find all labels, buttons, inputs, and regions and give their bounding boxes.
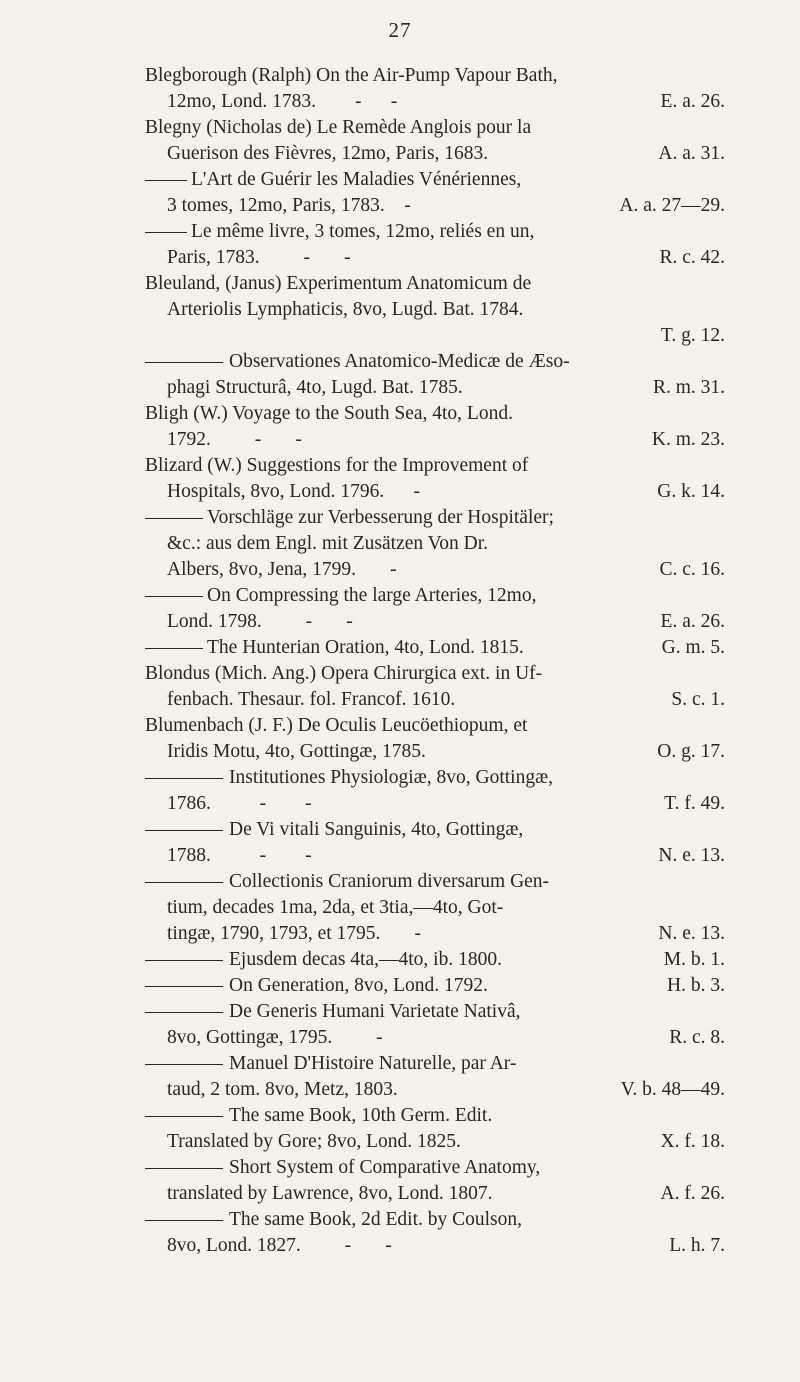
entry-line bbox=[145, 713, 725, 739]
entry-text: 3 tomes, 12mo, Paris, 1783. - bbox=[167, 195, 411, 216]
entry-line bbox=[145, 817, 725, 843]
entry-line bbox=[145, 1129, 725, 1155]
entry-line bbox=[145, 973, 725, 999]
entry-text: Institutiones Physiologiæ, 8vo, Gottingæ, bbox=[229, 767, 553, 788]
entry-line bbox=[145, 1207, 725, 1233]
entry-text: Blumenbach (J. F.) De Oculis Leucöethiopum, et bbox=[145, 715, 528, 736]
entry-text: Lond. 1798. - - bbox=[167, 611, 353, 632]
entry-text: Observationes Anatomico-Medicæ de Æso- bbox=[229, 351, 570, 372]
entry-line bbox=[145, 297, 725, 323]
entry-text: Albers, 8vo, Jena, 1799. - bbox=[167, 559, 397, 580]
shelf-reference: N. e. 13. bbox=[658, 923, 725, 944]
entry-text: 12mo, Lond. 1783. - - bbox=[167, 91, 398, 112]
shelf-reference: X. f. 18. bbox=[660, 1131, 725, 1152]
entry-line bbox=[145, 89, 725, 115]
entry-text: L'Art de Guérir les Maladies Vénériennes, bbox=[191, 169, 522, 190]
entry-text: Blegny (Nicholas de) Le Remède Anglois pour la bbox=[145, 117, 532, 138]
entry-line bbox=[145, 531, 725, 557]
entry-text: De Generis Humani Varietate Nativâ, bbox=[229, 1001, 521, 1022]
entry-text: Bligh (W.) Voyage to the South Sea, 4to, Lond. bbox=[145, 403, 513, 424]
shelf-reference: S. c. 1. bbox=[671, 689, 725, 710]
entry-text: The Hunterian Oration, 4to, Lond. 1815. bbox=[207, 637, 524, 658]
entry-line bbox=[145, 869, 725, 895]
entry-text: Bleuland, (Janus) Experimentum Anatomicum de bbox=[145, 273, 532, 294]
shelf-reference: E. a. 26. bbox=[660, 91, 725, 112]
entry-line bbox=[145, 999, 725, 1025]
entry-text: Hospitals, 8vo, Lond. 1796. - bbox=[167, 481, 420, 502]
entry-text: Blondus (Mich. Ang.) Opera Chirurgica ext. in Uf- bbox=[145, 663, 543, 684]
entry-text: Blegborough (Ralph) On the Air-Pump Vapour Bath, bbox=[145, 65, 558, 86]
entry-line bbox=[145, 1233, 725, 1259]
entry-line bbox=[145, 349, 725, 375]
entry-text: tium, decades 1ma, 2da, et 3tia,—4to, Got- bbox=[167, 897, 504, 918]
shelf-reference: G. m. 5. bbox=[661, 637, 725, 658]
entry-text: On Generation, 8vo, Lond. 1792. bbox=[229, 975, 488, 996]
entry-line bbox=[145, 427, 725, 453]
entry-line bbox=[145, 115, 725, 141]
entry-line bbox=[145, 791, 725, 817]
catalogue-entries bbox=[145, 63, 725, 1259]
shelf-reference: R. m. 31. bbox=[652, 377, 725, 398]
entry-line bbox=[145, 947, 725, 973]
entry-text: Short System of Comparative Anatomy, bbox=[229, 1157, 541, 1178]
entry-line bbox=[145, 557, 725, 583]
entry-line bbox=[145, 375, 725, 401]
entry-line bbox=[145, 1155, 725, 1181]
entry-line bbox=[145, 219, 725, 245]
entry-text: translated by Lawrence, 8vo, Lond. 1807. bbox=[167, 1183, 493, 1204]
entry-text: fenbach. Thesaur. fol. Francof. 1610. bbox=[167, 689, 456, 710]
page-number: 27 bbox=[388, 18, 412, 42]
shelf-reference: N. e. 13. bbox=[658, 845, 725, 866]
entry-line bbox=[145, 323, 725, 349]
entry-text: Blizard (W.) Suggestions for the Improvement of bbox=[145, 455, 529, 476]
entry-line bbox=[145, 583, 725, 609]
shelf-reference: E. a. 26. bbox=[660, 611, 725, 632]
shelf-reference: T. f. 49. bbox=[664, 793, 725, 814]
entry-line bbox=[145, 1103, 725, 1129]
entry-text: Arteriolis Lymphaticis, 8vo, Lugd. Bat. 1784. bbox=[167, 299, 524, 320]
entry-text: Le même livre, 3 tomes, 12mo, reliés en un, bbox=[191, 221, 535, 242]
entry-line bbox=[145, 193, 725, 219]
shelf-reference: L. h. 7. bbox=[669, 1235, 725, 1256]
entry-line bbox=[145, 245, 725, 271]
entry-line bbox=[145, 401, 725, 427]
entry-line bbox=[145, 271, 725, 297]
entry-line bbox=[145, 63, 725, 89]
entry-text: The same Book, 2d Edit. by Coulson, bbox=[229, 1209, 523, 1230]
entry-line bbox=[145, 843, 725, 869]
entry-line bbox=[145, 1077, 725, 1103]
entry-line bbox=[145, 921, 725, 947]
entry-text: On Compressing the large Arteries, 12mo, bbox=[207, 585, 537, 606]
entry-text: phagi Structurâ, 4to, Lugd. Bat. 1785. bbox=[167, 377, 463, 398]
entry-text: tingæ, 1790, 1793, et 1795. - bbox=[167, 923, 422, 944]
entry-line bbox=[145, 1051, 725, 1077]
entry-text: Iridis Motu, 4to, Gottingæ, 1785. bbox=[167, 741, 426, 762]
shelf-reference: M. b. 1. bbox=[663, 949, 725, 970]
entry-line bbox=[145, 505, 725, 531]
entry-line bbox=[145, 739, 725, 765]
entry-text: &c.: aus dem Engl. mit Zusätzen Von Dr. bbox=[167, 533, 488, 554]
entry-line bbox=[145, 453, 725, 479]
entry-text: Vorschläge zur Verbesserung der Hospitäler; bbox=[207, 507, 554, 528]
shelf-reference: H. b. 3. bbox=[667, 975, 725, 996]
entry-line bbox=[145, 687, 725, 713]
entry-text: Translated by Gore; 8vo, Lond. 1825. bbox=[167, 1131, 461, 1152]
entry-line bbox=[145, 1025, 725, 1051]
entry-text: 8vo, Lond. 1827. - - bbox=[167, 1235, 392, 1256]
entry-text: Collectionis Craniorum diversarum Gen- bbox=[229, 871, 550, 892]
entry-line bbox=[145, 1181, 725, 1207]
entry-text: De Vi vitali Sanguinis, 4to, Gottingæ, bbox=[229, 819, 524, 840]
shelf-reference: A. a. 31. bbox=[658, 143, 725, 164]
shelf-reference: V. b. 48—49. bbox=[620, 1079, 725, 1100]
entry-text: The same Book, 10th Germ. Edit. bbox=[229, 1105, 493, 1126]
shelf-reference: C. c. 16. bbox=[659, 559, 725, 580]
shelf-reference: G. k. 14. bbox=[657, 481, 725, 502]
entry-text: taud, 2 tom. 8vo, Metz, 1803. bbox=[167, 1079, 398, 1100]
entry-text: Manuel D'Histoire Naturelle, par Ar- bbox=[229, 1053, 517, 1074]
shelf-reference: T. g. 12. bbox=[660, 325, 725, 346]
shelf-reference: R. c. 42. bbox=[659, 247, 725, 268]
entry-line bbox=[145, 609, 725, 635]
shelf-reference: A. f. 26. bbox=[660, 1183, 725, 1204]
shelf-reference: O. g. 17. bbox=[657, 741, 725, 762]
entry-line bbox=[145, 765, 725, 791]
entry-line bbox=[145, 895, 725, 921]
entry-line bbox=[145, 635, 725, 661]
entry-line bbox=[145, 141, 725, 167]
entry-line bbox=[145, 661, 725, 687]
entry-text: 8vo, Gottingæ, 1795. - bbox=[167, 1027, 383, 1048]
entry-text: Ejusdem decas 4ta,—4to, ib. 1800. bbox=[229, 949, 502, 970]
shelf-reference: R. c. 8. bbox=[669, 1027, 725, 1048]
entry-line bbox=[145, 479, 725, 505]
entry-text: 1788. - - bbox=[167, 845, 312, 866]
shelf-reference: K. m. 23. bbox=[651, 429, 725, 450]
entry-text: Paris, 1783. - - bbox=[167, 247, 351, 268]
entry-text: Guerison des Fièvres, 12mo, Paris, 1683. bbox=[167, 143, 489, 164]
entry-text: 1792. - - bbox=[167, 429, 302, 450]
entry-text: 1786. - - bbox=[167, 793, 312, 814]
entry-line bbox=[145, 167, 725, 193]
shelf-reference: A. a. 27—29. bbox=[619, 195, 725, 216]
